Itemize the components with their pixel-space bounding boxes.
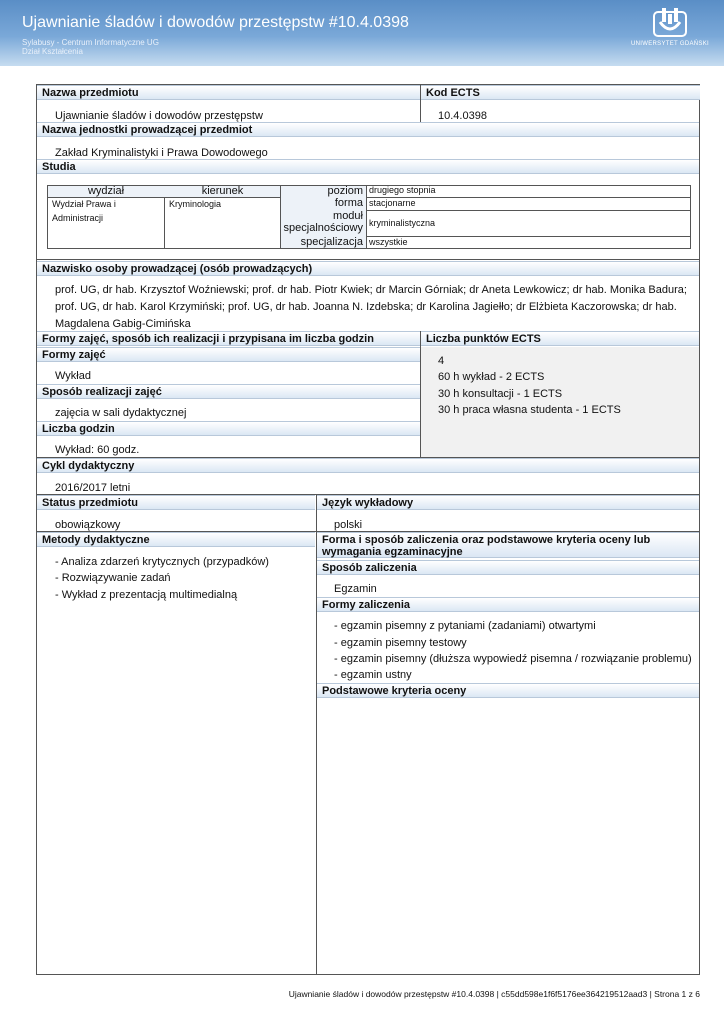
studia-kierunek-value: Kryminologia [169, 199, 222, 209]
assessment-header-line1: Forma i sposób zaliczenia oraz podstawowe kryteria oceny lub [322, 534, 651, 546]
university-logo [628, 6, 712, 56]
forms-header: Formy zajęć, sposób ich realizacji i przypisana im liczba godzin [37, 331, 420, 346]
header-subtitle-line1: Sylabusy - Centrum Informatyczne UG [22, 38, 159, 47]
forms-value: Wykład [55, 370, 91, 382]
method-value: zajęcia w sali dydaktycznej [55, 407, 187, 419]
assessment-header-line2: wymagania egzaminacyjne [322, 546, 463, 558]
studia-poziom-label: poziom [327, 185, 363, 197]
hours-subheader: Liczba godzin [37, 421, 420, 436]
page-title: Ujawnianie śladów i dowodów przestępstw #10.4.0398 [22, 14, 409, 31]
studia-col-kierunek: kierunek [201, 185, 244, 197]
methods-item-1: - Analiza zdarzeń krytycznych (przypadków) [55, 556, 269, 568]
language-header: Język wykładowy [317, 495, 699, 510]
header-subtitle-line2: Dział Kształcenia [22, 47, 83, 56]
teachers-line2: prof. UG, dr hab. Karol Krzymiński; prof. UG, dr hab. Joanna N. Izdebska; dr Karolina Jagiełło; dr Elżbieta Kaczorowska; dr hab. [55, 301, 677, 313]
cycle-header: Cykl dydaktyczny [37, 458, 699, 473]
assessment-form-4: - egzamin ustny [334, 669, 412, 681]
unit-value: Zakład Kryminalistyki i Prawa Dowodowego [55, 147, 268, 159]
language-value: polski [334, 519, 363, 531]
teachers-line1: prof. UG, dr hab. Krzysztof Woźniewski; prof. dr hab. Piotr Kwiek; dr Marcin Górniak; dr Aneta Lewkowicz; dr hab. Monika Badura; [55, 284, 687, 296]
studia-spec-value: wszystkie [369, 237, 408, 247]
teachers-header: Nazwisko osoby prowadzącej (osób prowadzących) [37, 261, 699, 276]
cycle-value: 2016/2017 letni [55, 482, 131, 494]
methods-header: Metody dydaktyczne [37, 532, 315, 547]
page-footer: Ujawnianie śladów i dowodów przestępstw #10.4.0398 | c55dd598e1f6f5176ee364219512aad3 | Strona 1 z 6 [288, 989, 700, 999]
ects-line1: 60 h wykład - 2 ECTS [438, 371, 545, 383]
unit-header: Nazwa jednostki prowadzącej przedmiot [37, 122, 699, 137]
assessment-form-2: - egzamin pisemny testowy [334, 637, 467, 649]
ects-total: 4 [438, 355, 445, 367]
status-value: obowiązkowy [55, 519, 121, 531]
assessment-method-header: Sposób zaliczenia [317, 560, 699, 575]
studia-modul-label-line1: moduł [333, 210, 363, 222]
ects-code-header: Kod ECTS [421, 85, 700, 100]
studia-col-wydzial: wydział [87, 185, 125, 197]
assessment-form-1: - egzamin pisemny z pytaniami (zadaniami) otwartymi [334, 620, 596, 632]
page-header-banner [0, 0, 724, 66]
logo-text: UNIWERSYTET GDAŃSKI [631, 41, 709, 47]
studia-header: Studia [37, 159, 699, 174]
logo-emblem-icon [652, 6, 688, 38]
studia-wydzial-line2: Administracji [52, 213, 104, 223]
studia-forma-value: stacjonarne [369, 198, 416, 208]
studia-wydzial-line1: Wydział Prawa i [52, 199, 116, 209]
studia-modul-value: kryminalistyczna [369, 218, 436, 228]
forms-subheader: Formy zajęć [37, 347, 420, 362]
assessment-forms-header: Formy zaliczenia [317, 597, 699, 612]
ects-code-value: 10.4.0398 [438, 110, 487, 122]
ects-header: Liczba punktów ECTS [421, 331, 699, 346]
status-header: Status przedmiotu [37, 495, 315, 510]
studia-modul-label-line2: specjalnościowy [283, 222, 363, 234]
header-subtitle [22, 38, 159, 56]
studia-table [47, 185, 691, 249]
syllabus-table [36, 84, 700, 975]
ects-line3: 30 h praca własna studenta - 1 ECTS [438, 404, 621, 416]
course-name-value: Ujawnianie śladów i dowodów przestępstw [55, 110, 263, 122]
teachers-line3: Magdalena Gabig-Cimińska [55, 318, 191, 330]
criteria-header: Podstawowe kryteria oceny [317, 683, 699, 698]
assessment-header [317, 532, 699, 558]
ects-line2: 30 h konsultacji - 1 ECTS [438, 388, 563, 400]
hours-value: Wykład: 60 godz. [55, 444, 140, 456]
studia-forma-label: forma [334, 197, 363, 209]
methods-item-2: - Rozwiązywanie zadań [55, 572, 171, 584]
assessment-method-value: Egzamin [334, 583, 377, 595]
assessment-form-3: - egzamin pisemny (dłuższa wypowiedź pisemna / rozwiązanie problemu) [334, 653, 692, 665]
method-subheader: Sposób realizacji zajęć [37, 384, 420, 399]
studia-spec-label: specjalizacja [300, 236, 363, 248]
course-name-header: Nazwa przedmiotu [37, 85, 420, 100]
studia-poziom-value: drugiego stopnia [369, 185, 436, 195]
methods-item-3: - Wykład z prezentacją multimedialną [55, 589, 238, 601]
